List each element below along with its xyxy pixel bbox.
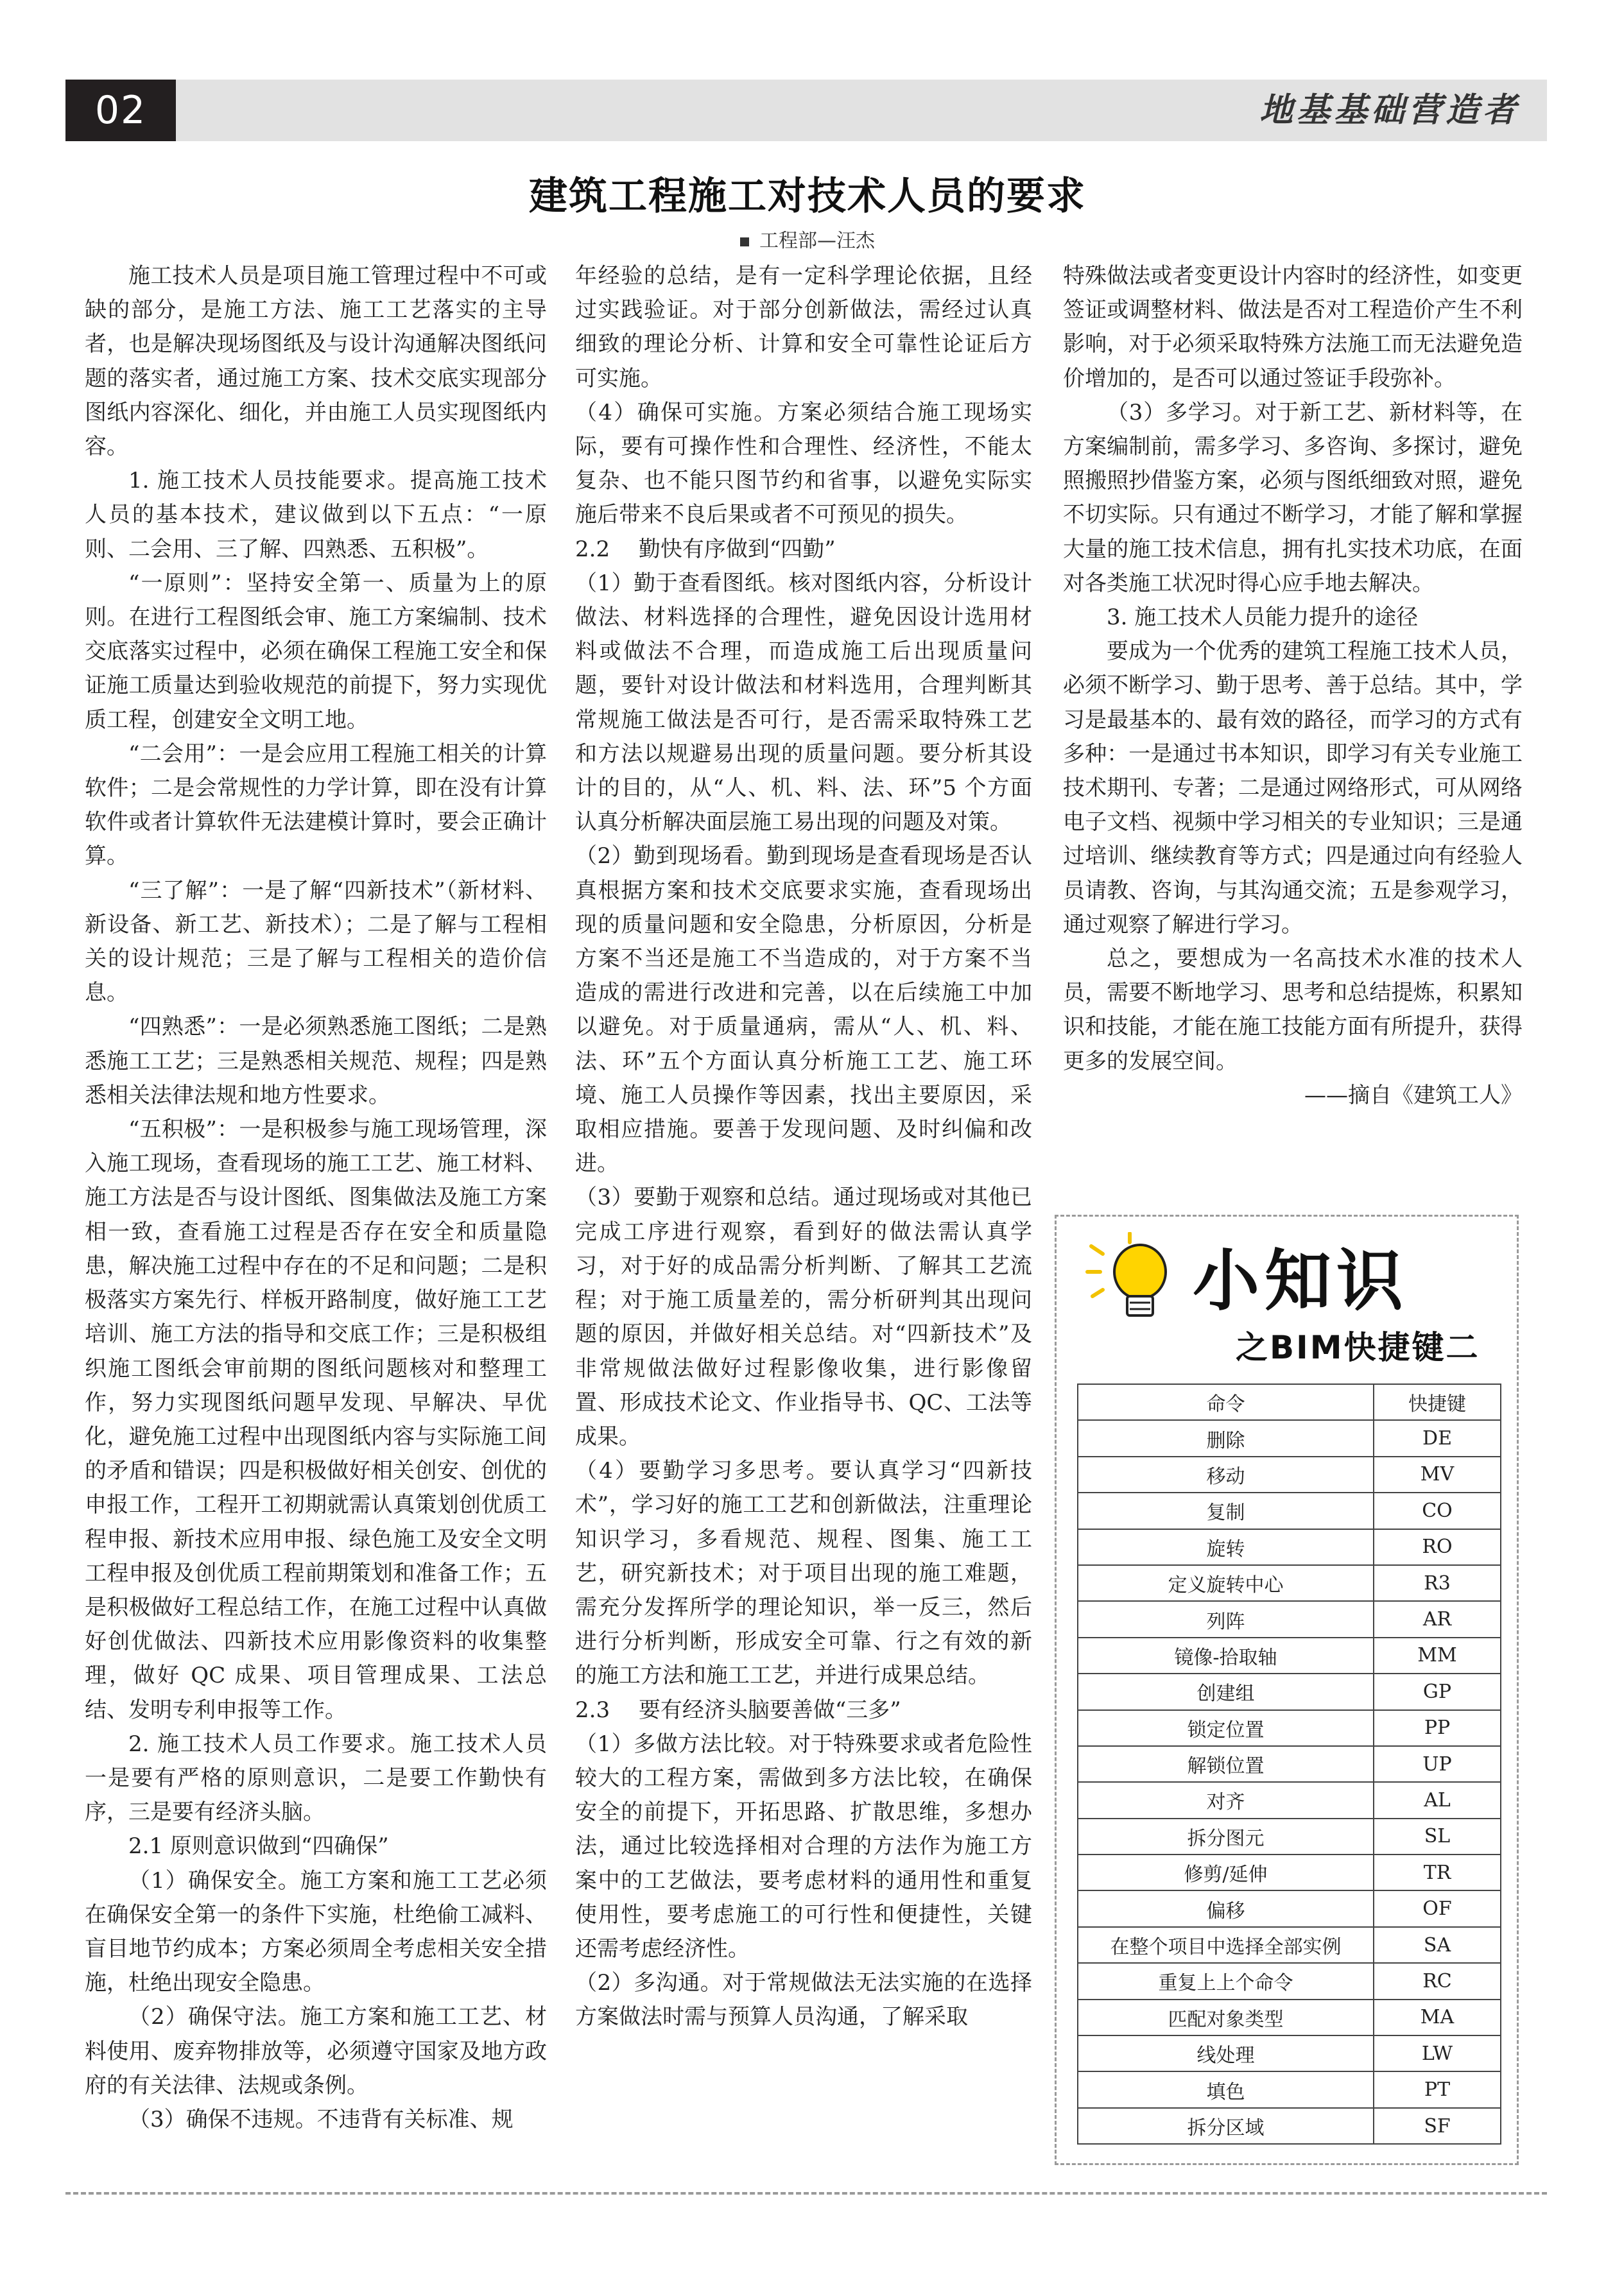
command-cell: 定义旋转中心 [1078,1565,1374,1601]
paragraph: 施工技术人员是项目施工管理过程中不可或缺的部分，是施工方法、施工工艺落实的主导者，也是解决现场图纸及与设计沟通解决图纸问题的落实者，通过施工方案、技术交底实现部分图纸内容深化、细化，并由施工人员实现图纸内容。 [85,263,547,460]
shortcut-cell: UP [1374,1746,1501,1782]
paragraph: 要成为一个优秀的建筑工程施工技术人员，必须不断学习、勤于思考、善于总结。其中，学习是最基本的、最有效的路径，而学习的方式有多种：一是通过书本知识，即学习有关专业施工技术期刊、专著；二是通过网络形式，可从网络电子文档、视频中学习相关的专业知识；三是通过培训、继续教育等方式；四是通过向有经验人员请教、咨询，与其沟通交流；五是参观学习，通过观察了解进行学习。 [1063,638,1523,938]
tips-subtitle: 之BIM快捷键二 [1236,1329,1480,1366]
table-row [1078,2035,1501,2071]
paragraph: 特殊做法或者变更设计内容时的经济性，如变更签证或调整材料、做法是否对工程造价产生不利影响，对于必须采取特殊方法施工而无法避免造价增加的，是否可以通过签证手段弥补。 [1063,263,1523,391]
command-cell: 删除 [1078,1420,1374,1456]
command-cell: 偏移 [1078,1890,1374,1926]
paragraph: （3）确保不违规。不违背有关标准、规 [128,2106,514,2132]
shortcut-cell: PT [1374,2071,1501,2107]
shortcut-cell: TR [1374,1855,1501,1890]
paragraph: 1. 施工技术人员技能要求。提高施工技术人员的基本技术，建议做到以下五点：“一原则、二会用、三了解、四熟悉、五积极”。 [85,468,547,562]
table-row [1078,1420,1501,1456]
article-source: ——摘自《建筑工人》 [1304,1082,1523,1108]
paragraph: （4）确保可实施。方案必须结合施工现场实际，要有可操作性和合理性、经济性，不能太复杂、也不能只图节约和省事，以避免实际实施后带来不良后果或者不可预见的损失。 [575,399,1032,528]
command-cell: 拆分区域 [1078,2108,1374,2144]
command-cell: 创建组 [1078,1674,1374,1709]
table-row [1078,1927,1501,1963]
paragraph: （1）多做方法比较。对于特殊要求或者危险性较大的工程方案，需做到多方法比较，在确保安全的前提下，开拓思路、扩散思维，多想办法，通过比较选择相对合理的方法作为施工方案中的工艺做法，要考虑材料的通用性和重复使用性，要考虑施工的可行性和便捷性，关键还需考虑经济性。 [575,1731,1032,1962]
shortcut-cell: OF [1374,1890,1501,1926]
command-cell: 匹配对象类型 [1078,2000,1374,2035]
shortcut-cell: RO [1374,1529,1501,1565]
table-row [1078,1819,1501,1855]
paragraph: （4）要勤学习多思考。要认真学习“四新技术”，学习好的施工工艺和创新做法，注重理论知识学习，多看规范、规程、图集、施工工艺，研究新技术；对于项目出现的施工难题，需充分发挥所学的理论知识，举一反三，然后进行分析判断，形成安全可靠、行之有效的新的施工方法和施工工艺，并进行成果总结。 [575,1458,1032,1689]
shortcut-cell: DE [1374,1420,1501,1456]
column-1 [85,259,547,2137]
paragraph: 2. 施工技术人员工作要求。施工技术人员一是要有严格的原则意识，二是要工作勤快有序，三是要有经济头脑。 [85,1731,547,1826]
shortcut-cell: SL [1374,1819,1501,1855]
paragraph: “三了解”：一是了解“四新技术”（新材料、新设备、新工艺、新技术）；二是了解与工程相关的设计规范；三是了解与工程相关的造价信息。 [85,877,547,1006]
table-row [1078,1963,1501,1999]
command-cell: 在整个项目中选择全部实例 [1078,1927,1374,1963]
shortcut-cell: MM [1374,1638,1501,1674]
table-header-row [1078,1384,1501,1420]
paragraph: （3）要勤于观察和总结。通过现场或对其他已完成工序进行观察，看到好的做法需认真学习，对于好的成品需分析判断、了解其工艺流程；对于施工质量差的，需分析研判其出现问题的原因，并做好相关总结。对“四新技术”及非常规做法做好过程影像收集，进行影像留置、形成技术论文、作业指导书、QC、工法等成果。 [575,1185,1032,1450]
table-row [1078,1565,1501,1601]
shortcut-table [1077,1384,1501,2145]
command-cell: 重复上上个命令 [1078,1963,1374,1999]
table-row [1078,1890,1501,1926]
paragraph: （2）确保守法。施工方案和施工工艺、材料使用、废弃物排放等，必须遵守国家及地方政府的有关法律、法规或条例。 [85,2004,547,2098]
command-cell: 填色 [1078,2071,1374,2107]
paragraph: 年经验的总结，是有一定科学理论依据，且经过实践验证。对于部分创新做法，需经过认真细致的理论分析、计算和安全可靠性论证后方可实施。 [575,263,1032,391]
table-row [1078,1638,1501,1674]
command-cell: 锁定位置 [1078,1710,1374,1746]
tips-title: 小知识 [1193,1242,1409,1320]
command-cell: 旋转 [1078,1529,1374,1565]
table-row [1078,2108,1501,2144]
table-row [1078,1529,1501,1565]
header-command: 命令 [1078,1384,1374,1420]
shortcut-cell: GP [1374,1674,1501,1709]
paragraph: “一原则”：坚持安全第一、质量为上的原则。在进行工程图纸会审、施工方案编制、技术交底落实过程中，必须在确保工程施工安全和保证施工质量达到验收规范的前提下，努力实现优质工程，创建安全文明工地。 [85,570,547,733]
shortcut-cell: MA [1374,2000,1501,2035]
paragraph: 总之，要想成为一名高技术水准的技术人员，需要不断地学习、思考和总结提炼，积累知识和技能，才能在施工技能方面有所提升，获得更多的发展空间。 [1063,946,1523,1074]
paper-name: 地基基础营造者 [1259,90,1520,130]
byline [0,225,1615,253]
command-cell: 线处理 [1078,2035,1374,2071]
shortcut-cell: CO [1374,1493,1501,1529]
shortcut-cell: LW [1374,2035,1501,2071]
lightbulb-icon [1085,1232,1175,1328]
paragraph: （3）多学习。对于新工艺、新材料等，在方案编制前，需多学习、多咨询、多探讨，避免照搬照抄借鉴方案，必须与图纸细致对照，避免不切实际。只有通过不断学习，才能了解和掌握大量的施工技术信息，拥有扎实技术功底，在面对各类施工状况时得心应手地去解决。 [1063,399,1523,596]
command-cell: 修剪/延伸 [1078,1855,1374,1890]
shortcut-cell: R3 [1374,1565,1501,1601]
paragraph: （1）勤于查看图纸。核对图纸内容，分析设计做法、材料选择的合理性，避免因设计选用材料或做法不合理，而造成施工后出现质量问题，要针对设计做法和材料选用，合理判断其常规施工做法是否可行，是否需采取特殊工艺和方法以规避易出现的质量问题。要分析其设计的目的，从“人、机、料、法、环”5 个方面认真分析解决面层施工易出现的问题及对策。 [575,570,1032,835]
table-row [1078,1855,1501,1890]
paragraph: （1）确保安全。施工方案和施工工艺必须在确保安全第一的条件下实施，杜绝偷工减料、盲目地节约成本；方案必须周全考虑相关安全措施，杜绝出现安全隐患。 [85,1867,547,1996]
header-shortcut: 快捷键 [1374,1384,1501,1420]
table-row [1078,1674,1501,1709]
command-cell: 拆分图元 [1078,1819,1374,1855]
subheading: 2.3 要有经济头脑要善做“三多” [575,1697,901,1723]
command-cell: 移动 [1078,1457,1374,1493]
shortcut-cell: AR [1374,1601,1501,1637]
table-row [1078,1710,1501,1746]
command-cell: 复制 [1078,1493,1374,1529]
square-bullet-icon [740,237,749,246]
table-row [1078,1782,1501,1818]
paragraph: （2）勤到现场看。勤到现场是查看现场是否认真根据方案和技术交底要求实施，查看现场出现的质量问题和安全隐患，分析原因，分析是方案不当还是施工不当造成的，对于方案不当造成的需进行改进和完善，以在后续施工中加以避免。对于质量通病，需从“人、机、料、法、环”五个方面认真分析施工工艺、施工环境、施工人员操作等因素，找出主要原因，采取相应措施。要善于发现问题、及时纠偏和改进。 [575,843,1032,1177]
table-row [1078,1493,1501,1529]
shortcut-cell: AL [1374,1782,1501,1818]
subheading: 2.2 勤快有序做到“四勤” [575,536,836,562]
table-row [1078,1457,1501,1493]
shortcut-cell: SA [1374,1927,1501,1963]
paragraph: “五积极”：一是积极参与施工现场管理，深入施工现场，查看现场的施工工艺、施工材料、施工方法是否与设计图纸、图集做法及施工方案相一致，查看施工过程是否存在安全和质量隐患，解决施工过程中存在的不足和问题；二是积极落实方案先行、样板开路制度，做好施工工艺培训、施工方法的指导和交底工作；三是积极组织施工图纸会审前期的图纸问题核对和整理工作，努力实现图纸问题早发现、早解决、早优化，避免施工过程中出现图纸内容与实际施工间的矛盾和错误；四是积极做好相关创安、创优的申报工作，工程开工初期就需认真策划创优质工程申报、新技术应用申报、绿色施工及安全文明工程申报及创优质工程前期策划和准备工作；五是积极做好工程总结工作，在施工过程中认真做好创优做法、四新技术应用影像资料的收集整理，做好 QC 成果、项目管理成果、工法总结、发明专利申报等工作。 [85,1117,547,1723]
column-2 [575,259,1032,2035]
article-title: 建筑工程施工对技术人员的要求 [529,174,1086,219]
table-row [1078,1601,1501,1637]
command-cell: 解锁位置 [1078,1746,1374,1782]
table-row [1078,2071,1501,2107]
paragraph: （2）多沟通。对于常规做法无法实施的在选择方案做法时需与预算人员沟通，了解采取 [575,1970,1032,2030]
subheading: 3. 施工技术人员能力提升的途径 [1107,604,1419,631]
command-cell: 对齐 [1078,1782,1374,1818]
paragraph: “二会用”：一是会应用工程施工相关的计算软件；二是会常规性的力学计算，即在没有计算软件或者计算软件无法建模计算时，要会正确计算。 [85,741,547,870]
table-row [1078,1746,1501,1782]
command-cell: 镜像-拾取轴 [1078,1638,1374,1674]
bottom-divider [65,2192,1547,2195]
subheading: 2.1 原则意识做到“四确保” [128,1833,389,1860]
byline-text: 工程部—汪杰 [759,230,875,252]
paragraph: “四熟悉”：一是必须熟悉施工图纸；二是熟悉施工工艺；三是熟悉相关规范、规程；四是熟悉相关法律法规和地方性要求。 [85,1014,547,1108]
page-number: 02 [65,80,176,141]
shortcut-cell: RC [1374,1963,1501,1999]
shortcut-cell: SF [1374,2108,1501,2144]
command-cell: 列阵 [1078,1601,1374,1637]
table-row [1078,2000,1501,2035]
shortcut-cell: PP [1374,1710,1501,1746]
shortcut-cell: MV [1374,1457,1501,1493]
column-3 [1063,259,1523,1113]
